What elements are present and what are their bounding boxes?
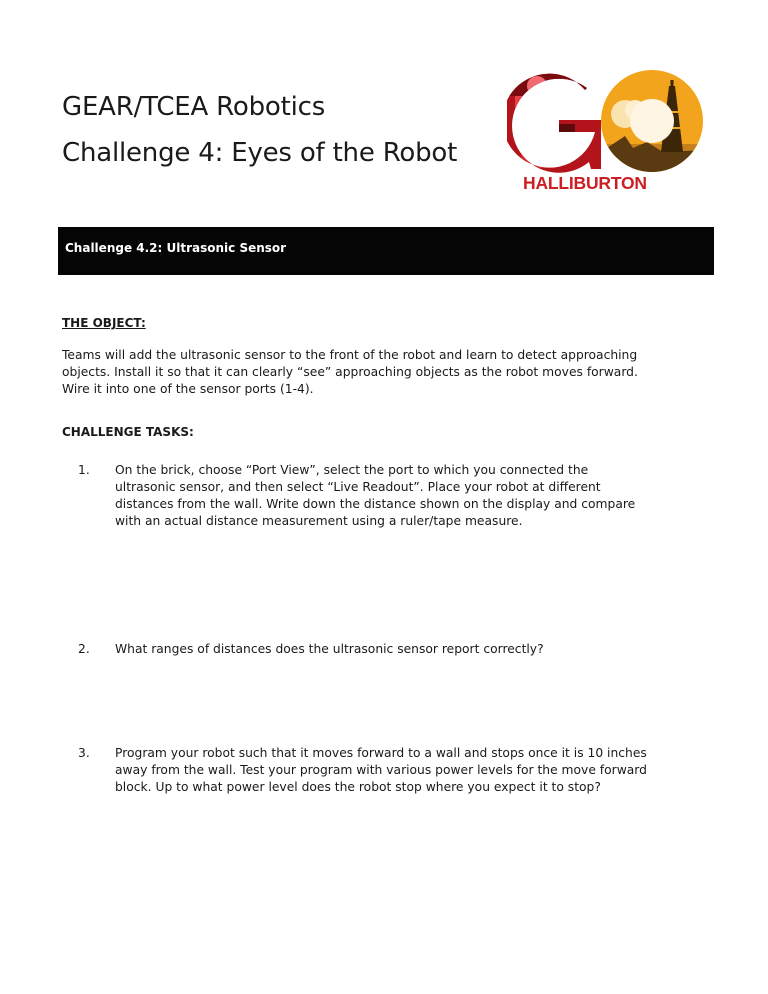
object-line: objects. Install it so that it can clearly “see” approaching objects as the robot moves forward. [62,365,638,379]
task-number: 2. [78,642,90,656]
task-number: 1. [78,463,90,477]
task-line: What ranges of distances does the ultrasonic sensor report correctly? [115,642,544,656]
tasks-heading: CHALLENGE TASKS: [62,425,194,439]
object-line: Teams will add the ultrasonic sensor to the front of the robot and learn to detect approaching [62,348,638,362]
challenge-title: Challenge 4: Eyes of the Robot [62,138,458,168]
object-paragraph [62,347,638,398]
challenge-banner [58,227,714,275]
letter-g-shape [507,66,607,176]
task-line: Program your robot such that it moves forward to a wall and stops once it is 10 inches [115,746,647,760]
banner-label: Challenge 4.2: Ultrasonic Sensor [65,241,287,255]
task-line: away from the wall. Test your program with various power levels for the move forward [115,763,647,777]
task-line: ultrasonic sensor, and then select “Live Readout”. Place your robot at different [115,480,601,494]
task-number: 3. [78,746,90,760]
object-heading: THE OBJECT: [62,316,146,330]
document-title: GEAR/TCEA Robotics [62,92,326,122]
task-line: block. Up to what power level does the robot stop where you expect it to stop? [115,780,601,794]
task-line: with an actual distance measurement using a ruler/tape measure. [115,514,523,528]
task-line: On the brick, choose “Port View”, select the port to which you connected the [115,463,589,477]
halliburton-go-logo [507,66,703,196]
halliburton-wordmark: HALLIBURTON [523,173,647,193]
object-line: Wire it into one of the sensor ports (1-4). [62,382,314,396]
task-line: distances from the wall. Write down the distance shown on the display and compare [115,497,636,511]
